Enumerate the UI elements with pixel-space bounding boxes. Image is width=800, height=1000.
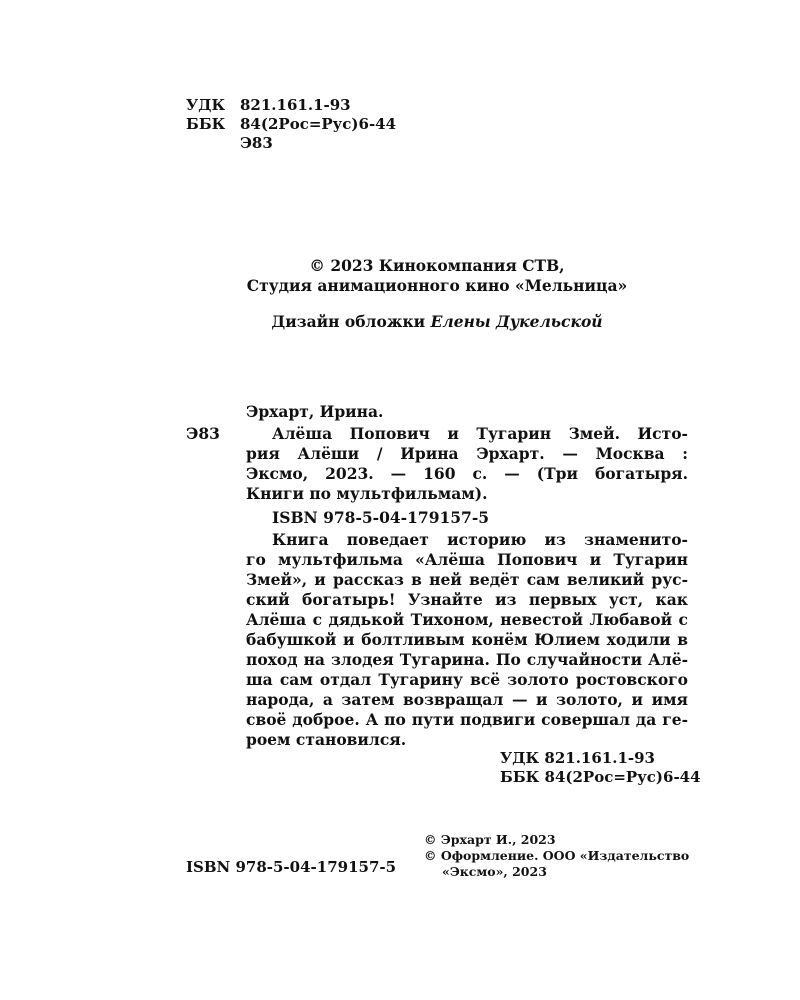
annotation-line: народа, а затем возвращал — и золото, и имя bbox=[246, 690, 688, 709]
annotation-line: го мультфильма «Алёша Попович и Тугарин bbox=[246, 550, 688, 569]
design-prefix: Дизайн обложки bbox=[271, 312, 431, 331]
designer-name: Елены Дукельской bbox=[430, 312, 603, 331]
udk-label: УДК bbox=[186, 96, 226, 114]
copyright-author: © Эрхарт И., 2023 bbox=[424, 832, 556, 847]
bbk-row bbox=[186, 115, 426, 134]
annotation-line: Алёша с дядькой Тихоном, невестой Любавой с bbox=[246, 610, 688, 629]
annotation-line: поход на злодея Тугарина. По случайности Алё- bbox=[246, 650, 688, 669]
desc-line: Эксмо, 2023. — 160 с. — (Три богатыря. bbox=[246, 464, 688, 483]
bib-description bbox=[246, 424, 688, 528]
author-sign-row bbox=[186, 134, 426, 153]
record-udk: УДК 821.161.1-93 bbox=[500, 749, 655, 767]
cover-design-credit bbox=[186, 312, 688, 332]
desc-line: Алёша Попович и Тугарин Змей. Исто- bbox=[272, 424, 688, 443]
annotation-line: Книга поведает историю из знаменито- bbox=[272, 530, 688, 549]
copyright-line-2: Студия анимационного кино «Мельница» bbox=[246, 276, 628, 295]
copyright-line-1: © 2023 Кинокомпания СТВ, bbox=[309, 256, 565, 275]
copyright-design-2: «Эксмо», 2023 bbox=[442, 864, 547, 879]
bbk-label: ББК bbox=[186, 115, 226, 133]
footer-isbn: ISBN 978-5-04-179157-5 bbox=[186, 858, 397, 876]
copyright-block bbox=[186, 256, 688, 296]
annotation-line: бабушкой и болтливым конём Юлием ходили в bbox=[246, 630, 688, 649]
author-sign: Э83 bbox=[240, 134, 273, 152]
copyright-design-1: © Оформление. ООО «Издательство bbox=[424, 848, 690, 863]
bbk-value: 84(2Рос=Рус)6-44 bbox=[240, 115, 397, 133]
footer-copyrights bbox=[424, 832, 694, 880]
record-isbn: ISBN 978-5-04-179157-5 bbox=[272, 508, 490, 527]
annotation-line: ша сам отдал Тугарину всё золото ростовского bbox=[246, 670, 688, 689]
udk-row bbox=[186, 96, 426, 115]
record-sign: Э83 bbox=[186, 424, 220, 443]
author-heading: Эрхарт, Ирина. bbox=[246, 402, 384, 421]
annotation-line: своё доброе. А по пути подвиги совершал да ге- bbox=[246, 710, 688, 729]
annotation-line: роем становился. bbox=[246, 730, 407, 749]
desc-line: рия Алёши / Ирина Эрхарт. — Москва : bbox=[246, 444, 688, 463]
annotation-line: ский богатырь! Узнайте из первых уст, как bbox=[246, 590, 688, 609]
annotation-line: Змей», и рассказ в ней ведёт сам великий рус- bbox=[246, 570, 688, 589]
record-bbk: ББК 84(2Рос=Рус)6-44 bbox=[500, 768, 701, 786]
record-classification bbox=[500, 749, 701, 787]
annotation bbox=[246, 530, 688, 750]
desc-line: Книги по мультфильмам). bbox=[246, 484, 488, 503]
classification-block bbox=[186, 96, 426, 153]
udk-value: 821.161.1-93 bbox=[240, 96, 351, 114]
